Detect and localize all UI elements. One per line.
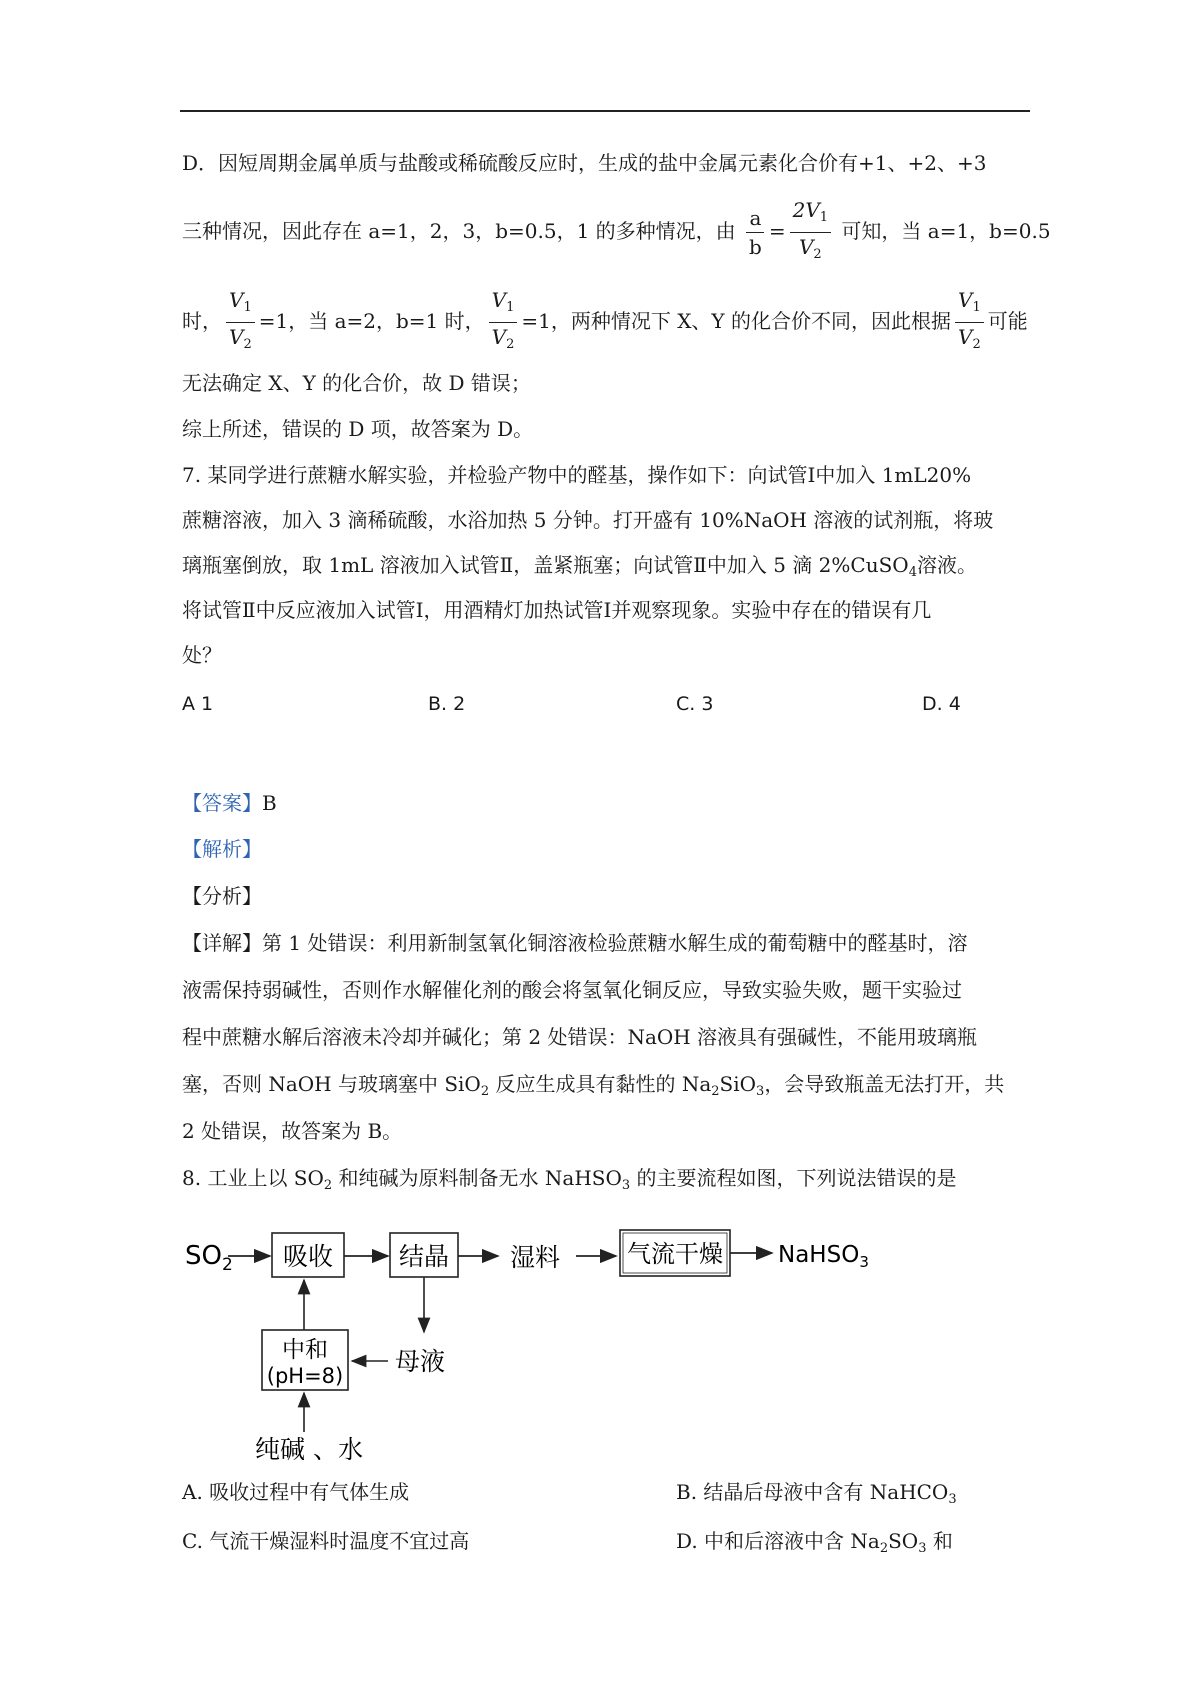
q7-line5: 处？ [182, 643, 222, 667]
line3-text-d: 可能 [987, 309, 1028, 333]
fraction-numerator: $2V_1$ [790, 196, 831, 233]
d-explain-line2-text: 三种情况，因此存在 a=1，2，3，b=0.5，1 的多种情况，由 [182, 219, 736, 243]
flow-so2: $SO_2$ [185, 1241, 233, 1275]
q7-fenxi: 【分析】 [182, 884, 262, 908]
flow-absorb-label: 吸收 [282, 1242, 334, 1271]
q7-detail-line3: 程中蔗糖水解后溶液未冷却并碱化；第 2 处错误：NaOH 溶液具有强碱性，不能用玻璃瓶 [182, 1025, 978, 1049]
q7-line2: 蔗糖溶液，加入 3 滴稀硫酸，水浴加热 5 分钟。打开盛有 10%NaOH 溶液的试剂瓶，将玻 [182, 508, 994, 532]
flow-dry-label: 气流干燥 [627, 1240, 723, 1268]
fraction-2v1-over-v2 [790, 196, 831, 269]
q7-option-c: C. 3 [676, 693, 714, 715]
d-explain-line3 [182, 286, 1028, 359]
q7-option-a: A 1 [182, 693, 214, 715]
fraction-v1-over-v2-second [489, 286, 518, 359]
flow-neutral-ph: (pH=8) [266, 1364, 344, 1388]
header-rule [180, 110, 1030, 112]
answer-value: B [262, 791, 277, 815]
line3-text-b: =1，当 a=2，b=1 时， [258, 309, 485, 333]
q7-detail-line4: 塞，否则 NaOH 与玻璃塞中 SiO$_2$ 反应生成具有黏性的 $Na_2SiO_3$，会导致瓶盖无法打开，共 [182, 1072, 1005, 1099]
q7-analysis-tag: 【解析】 [182, 837, 262, 861]
fraction-numerator: $V_1$ [489, 286, 518, 323]
q7-detail-line2: 液需保持弱碱性，否则作水解催化剂的酸会将氢氧化铜反应，导致实验失败，题干实验过 [182, 978, 962, 1002]
fraction-denominator: $V_2$ [229, 325, 252, 352]
fraction-denominator: $V_2$ [958, 325, 981, 352]
fraction-numerator: a [746, 204, 764, 233]
q7-line4: 将试管Ⅱ中反应液加入试管Ⅰ，用酒精灯加热试管Ⅰ并观察现象。实验中存在的错误有几 [182, 598, 932, 622]
fraction-v1-over-v2-first [226, 286, 255, 359]
q7-option-d: D. 4 [922, 693, 961, 715]
flow-mother-label: 母液 [395, 1347, 446, 1376]
q8-option-c: C. 气流干燥湿料时温度不宜过高 [182, 1529, 470, 1553]
d-explain-line2 [182, 196, 1051, 269]
fraction-denominator: $V_2$ [798, 235, 822, 262]
line3-text-c: =1，两种情况下 X、Y 的化合价不同，因此根据 [521, 309, 951, 333]
process-flow-diagram [180, 1200, 980, 1460]
flow-product: NaHSO$_3$ [778, 1242, 869, 1271]
q8-option-b: B. 结晶后母液中含有 NaHCO$_3$ [676, 1480, 957, 1507]
line3-text-a: 时， [182, 309, 222, 333]
flow-crystal-label: 结晶 [398, 1242, 450, 1271]
fraction-numerator: $V_1$ [955, 286, 984, 323]
q7-detail-line1: 【详解】第 1 处错误：利用新制氢氧化铜溶液检验蔗糖水解生成的葡萄糖中的醛基时，溶 [182, 931, 968, 955]
fraction-v1-over-v2-third [955, 286, 984, 359]
flow-neutral-label: 中和 [282, 1337, 328, 1363]
q7-option-b: B. 2 [428, 693, 466, 715]
answer-tag: 【答案】 [182, 791, 262, 815]
q7-answer [182, 788, 277, 818]
q8-stem: 8. 工业上以 $SO_2$ 和纯碱为原料制备无水 NaHSO$_3$ 的主要流程如图，下列说法错误的是 [182, 1166, 957, 1193]
equals-sign: = [768, 219, 786, 243]
q7-detail-line5: 2 处错误，故答案为 B。 [182, 1119, 403, 1143]
flow-wet-label: 湿料 [510, 1243, 561, 1272]
fraction-a-over-b [746, 204, 765, 261]
q8-option-d: D. 中和后溶液中含 $Na_2SO_3$ 和 [676, 1529, 953, 1556]
flow-soda-label: 纯碱 、水 [255, 1435, 363, 1460]
q7-line1: 7. 某同学进行蔗糖水解实验，并检验产物中的醛基，操作如下：向试管Ⅰ中加入 1mL20% [182, 463, 972, 487]
q7-line3: 璃瓶塞倒放，取 1mL 溶液加入试管Ⅱ，盖紧瓶塞；向试管Ⅱ中加入 5 滴 2%CuSO$_4$溶液。 [182, 553, 977, 580]
d-explain-line2-end: 可知，当 a=1，b=0.5 [841, 219, 1051, 243]
q8-option-a: A. 吸收过程中有气体生成 [182, 1480, 410, 1504]
fraction-numerator: $V_1$ [226, 286, 255, 323]
d-explain-line4: 无法确定 X、Y 的化合价，故 D 错误； [182, 371, 531, 395]
d-explain-line1: D．因短周期金属单质与盐酸或稀硫酸反应时，生成的盐中金属元素化合价有+1、+2、+3 [182, 151, 987, 175]
fraction-denominator: b [749, 235, 762, 259]
fraction-denominator: $V_2$ [491, 325, 515, 352]
d-explain-summary: 综上所述，错误的 D 项，故答案为 D。 [182, 417, 534, 441]
